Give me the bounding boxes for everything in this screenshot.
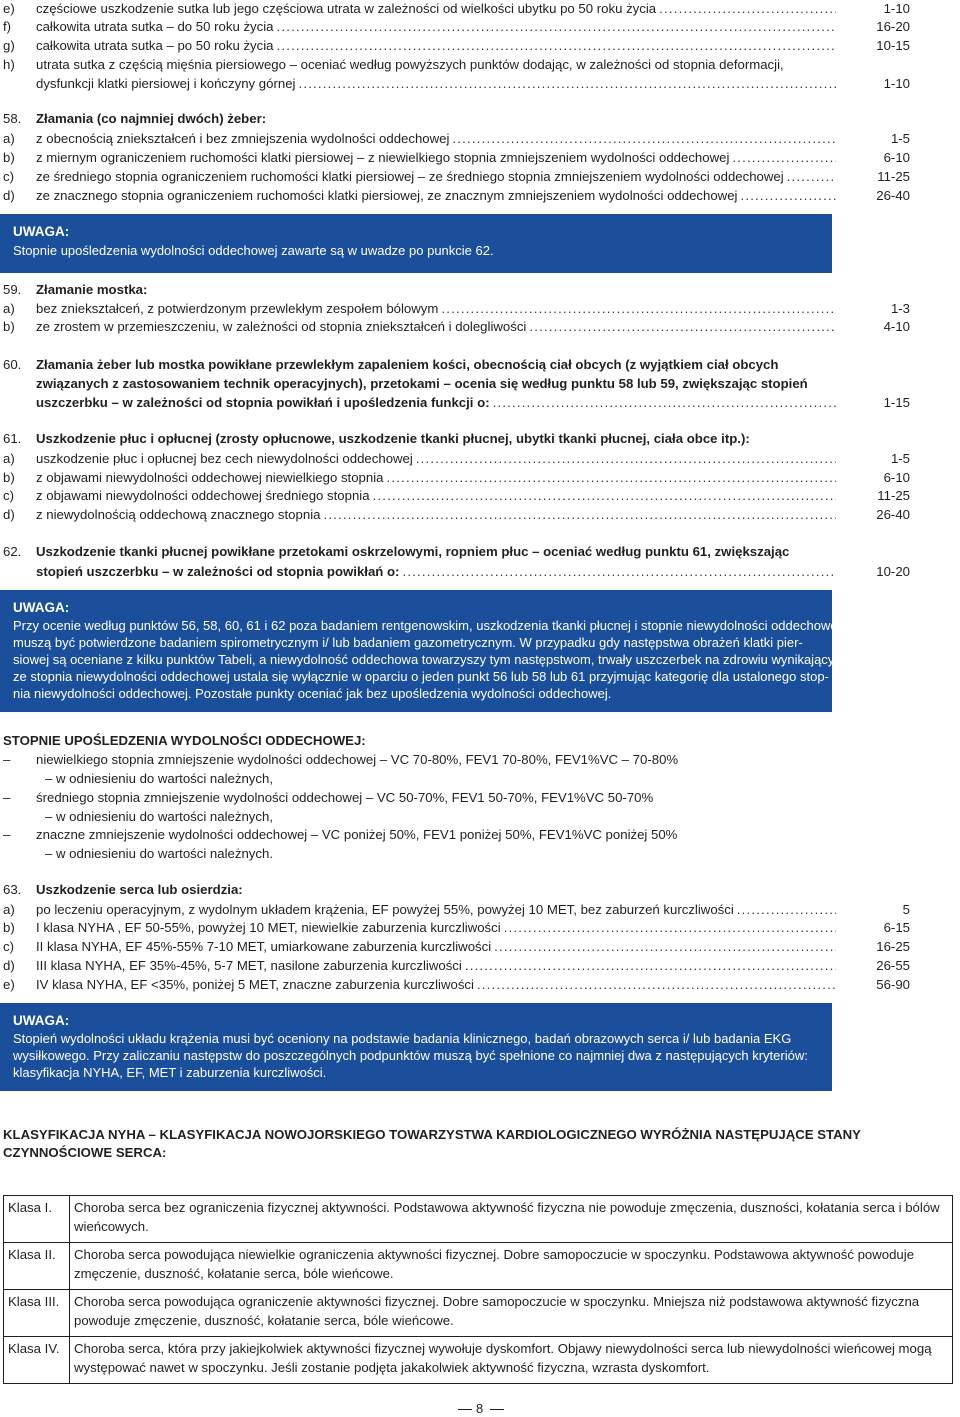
note-box: UWAGA: Przy ocenie według punktów 56, 58, 60, 61 i 62 poza badaniem rentgenowskim, uszkodzenia tkanki płucnej i stopnie niewydolności oddechowej muszą być potwierdzone badaniem spirometrycznym i/ lub badaniem gazometrycznym. W przypadku gdy następstwa obrażeń klatki pier- siowej są oceniane z kilku punktów Tabeli, a niewydolność oddechowa towarzyszy tym następstwom, trwały uszczerbek na zdrowiu wynikający ze stopnia niewydolności oddechowej ustala się wyłącznie w oparciu o jeden punkt 56 lub 58 lub 61 przyjmując kategorię dla ustalonego stop- nia niewydolności oddechowej. Pozostałe punkty oceniać jak bez upośledzenia wydolności oddechowej.	[0, 590, 832, 712]
nyha-heading: KLASYFIKACJA NYHA – KLASYFIKACJA NOWOJORSKIEGO TOWARZYSTWA KARDIOLOGICZNEGO WYRÓŻNIA NASTĘPUJĄCE STANY	[3, 1127, 861, 1142]
leader-dots	[787, 168, 836, 186]
leader-dots	[402, 563, 836, 581]
leader-dots	[493, 394, 836, 412]
leader-dots	[452, 130, 836, 148]
leader-dots	[659, 0, 836, 18]
leader-dots	[732, 149, 836, 167]
leader-dots	[298, 75, 836, 93]
leader-dots	[441, 300, 836, 318]
leader-dots	[737, 901, 836, 919]
page-number-rule	[458, 1409, 472, 1410]
leader-dots	[373, 487, 836, 505]
leader-dots	[386, 469, 836, 487]
page-number: 8	[476, 1401, 484, 1416]
leader-dots	[529, 318, 836, 336]
leader-dots	[323, 506, 836, 524]
table-row: Klasa IV. Choroba serca, która przy jakiejkolwiek aktywności fizycznej wywołuje dyskomfort. Objawy niewydolności serca lub niewydolności wieńcowej mogą występować nawet w spoczynku. Jeśli zostanie podjęta jakakolwiek aktywność fizyczna, wzrasta dyskomfort.	[4, 1337, 953, 1384]
leader-dots	[494, 938, 836, 956]
nyha-table	[3, 1195, 953, 1384]
leader-dots	[504, 919, 836, 937]
leader-dots	[740, 187, 836, 205]
nyha-heading-continuation: CZYNNOŚCIOWE SERCA:	[3, 1145, 167, 1160]
note-box: UWAGA: Stopnie upośledzenia wydolności oddechowej zawarte są w uwadze po punkcie 62.	[0, 214, 832, 273]
note-box: UWAGA: Stopień wydolności układu krążenia musi być oceniony na podstawie badania klinicznego, badań obrazowych serca i/ lub badania EKG wysiłkowego. Przy zaliczaniu następstw do poszczególnych podpunktów muszą być spełnione co najmniej dwa z następujących kryteriów: klasyfikacja NYHA, EF, MET i zaburzenia kurczliwości.	[0, 1003, 832, 1091]
table-row: Klasa I. Choroba serca bez ograniczenia fizycznej aktywności. Podstawowa aktywność fizyczna nie powoduje zmęczenia, duszności, kołatania serca i bólów wieńcowych.	[4, 1196, 953, 1243]
table-row: Klasa III. Choroba serca powodująca ograniczenie aktywności fizycznej. Dobre samopoczucie w spoczynku. Mniejsza niż podstawowa aktywność fizyczna powoduje zmęczenie, duszność, kołatanie serca, bóle wieńcowe.	[4, 1290, 953, 1337]
table-row: Klasa II. Choroba serca powodująca niewielkie ograniczenia aktywności fizycznej. Dobre samopoczucie w spoczynku. Podstawowa aktywność powoduje zmęczenie, duszność, kołatanie serca, bóle wieńcowe.	[4, 1243, 953, 1290]
leader-dots	[277, 37, 837, 55]
leader-dots	[477, 976, 836, 994]
page-number-rule	[490, 1409, 504, 1410]
leader-dots	[277, 18, 837, 36]
leader-dots	[416, 450, 836, 468]
respiratory-heading: STOPNIE UPOŚLEDZENIA WYDOLNOŚCI ODDECHOWEJ:	[3, 733, 366, 748]
leader-dots	[465, 957, 836, 975]
